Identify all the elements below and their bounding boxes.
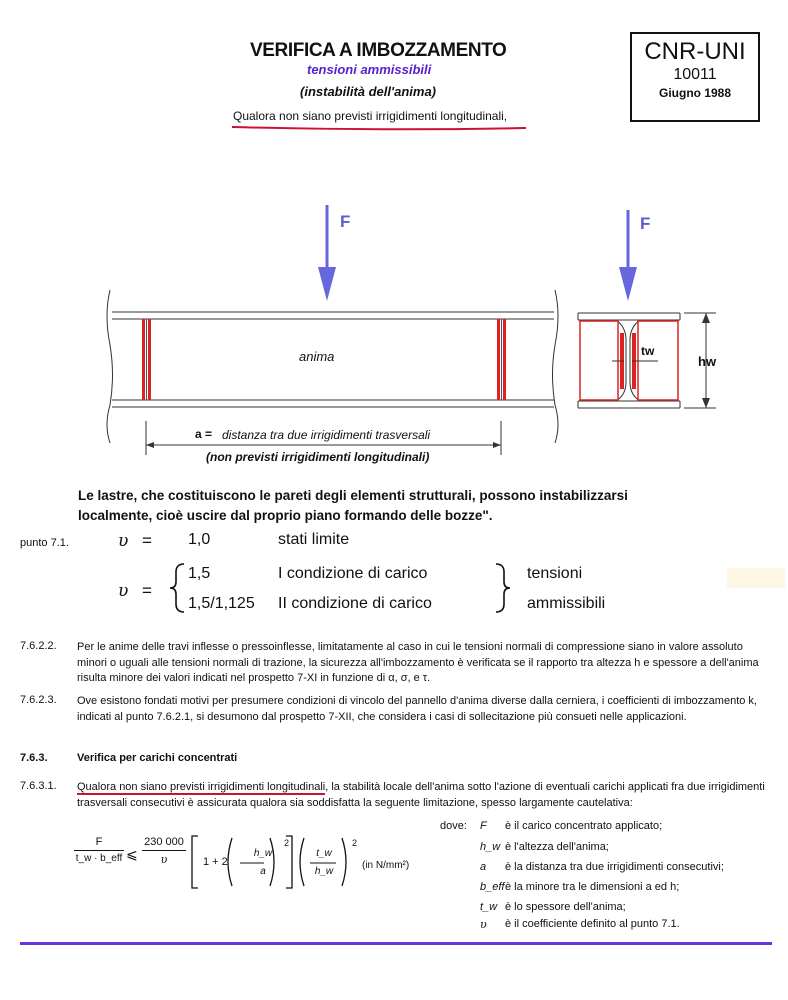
formula-lhs	[74, 836, 124, 864]
legend-sym-4: t_w	[480, 901, 498, 913]
condition-text: Qualora non siano previsti irrigidimenti longitudinali,	[233, 109, 508, 123]
right-brace-icon	[492, 562, 512, 614]
section-7631-paragraph	[77, 780, 767, 811]
formula-constant	[142, 836, 186, 866]
tw-numerator: t_w	[316, 848, 332, 859]
force-arrow-left-icon	[318, 205, 336, 301]
coeff-desc-2a: I condizione di carico	[278, 565, 428, 582]
section-763-number: 7.6.3.	[20, 752, 48, 764]
legend-dove: dove:	[440, 820, 467, 832]
stiffener-left	[142, 319, 151, 400]
stiffener-right	[497, 319, 506, 400]
one-plus-two: 1 + 2	[203, 856, 228, 868]
legend-desc-2: è la distanza tra due irrigidimenti consecutivi;	[505, 861, 724, 873]
a-label: a =	[195, 427, 213, 441]
k-denominator: υ	[160, 853, 168, 866]
section-7623-number: 7.6.2.3.	[20, 694, 57, 706]
decor-patch	[727, 568, 785, 588]
hw-numerator: h_w	[253, 848, 273, 859]
badge-line3: Giugno 1988	[658, 86, 732, 100]
legend-desc-3: è la minore tra le dimensioni a ed h;	[505, 881, 680, 893]
section-7631-underlined: Qualora non siano previsti irrigidimenti longitudinali	[77, 781, 326, 793]
force-label-left: F	[340, 212, 351, 231]
page-title: VERIFICA A IMBOZZAMENTO	[250, 40, 507, 61]
a-denominator: a	[260, 866, 266, 877]
intro-paragraph: Le lastre, che costituiscono le pareti degli elementi strutturali, possono instabilizzarsi localmente, cioè uscire dal proprio piano formando delle bozze".	[78, 488, 628, 523]
eq-2: =	[142, 581, 152, 600]
bottom-divider	[20, 942, 772, 945]
lhs-numerator: F	[74, 836, 124, 851]
section-7631-text: , la stabilità locale dell'anima sotto l'azione di eventuali carichi applicati fra due irrigidimenti trasversali consecutivi è assicurata qualora sia soddisfatta la seguente limitazione, spesso largamente cautelativa:	[77, 781, 765, 809]
legend-sym-2: a	[480, 861, 487, 873]
hw-denominator: h_w	[314, 866, 334, 877]
punto-ref: punto 7.1.	[20, 537, 69, 549]
badge-line1: CNR-UNI	[644, 38, 746, 65]
legend-sym-1: h_w	[480, 841, 501, 853]
legend-sym-5: υ	[480, 918, 487, 931]
nu-symbol-2: υ	[118, 581, 129, 601]
legend-sym-0: F	[480, 820, 487, 832]
legend-desc-0: è il carico concentrato applicato;	[505, 820, 663, 832]
k-numerator: 230 000	[142, 836, 186, 851]
left-brace-icon	[168, 562, 188, 614]
less-equal: ⩽	[126, 846, 138, 862]
subtitle: tensioni ammissibili	[307, 62, 432, 77]
coeff-desc-2b: II condizione di carico	[278, 595, 432, 612]
force-arrow-right-icon	[619, 210, 637, 301]
condition-underline	[230, 124, 530, 132]
standard-badge	[630, 32, 760, 122]
right-label-1: tensioni	[527, 565, 583, 582]
web-label: anima	[299, 349, 335, 364]
formula-units: (in N/mm²)	[362, 860, 410, 871]
subtitle-instability: (instabilità dell'anima)	[300, 84, 437, 99]
section-763-title: Verifica per carichi concentrati	[77, 752, 238, 764]
badge-line2: 10011	[673, 66, 717, 83]
exponent-2: 2	[352, 838, 358, 848]
eq-1: =	[142, 531, 152, 550]
legend-desc-5: è il coefficiente definito al punto 7.1.	[505, 918, 680, 930]
coeff-value-2b: 1,5/1,125	[188, 595, 255, 612]
coeff-value-1: 1,0	[188, 531, 211, 548]
section-7623-text: Ove esistono fondati motivi per presumere condizioni di vincolo del pannello d'anima diverse dalla cerniera, i coefficienti di imbozzamento k, indicati al punto 7.6.2.1, si desumono dal prospetto 7-XII, che considera i casi di sollecitazione più consueti nelle applicazioni.	[77, 695, 757, 723]
exponent-1: 2	[284, 838, 290, 848]
legend-sym-3: b_eff	[480, 881, 505, 893]
a-note: (non previsti irrigidimenti longitudinali)	[206, 450, 430, 464]
section-7622-number: 7.6.2.2.	[20, 640, 57, 652]
legend-desc-1: è l'altezza dell'anima;	[505, 841, 609, 853]
section-7622-text: Per le anime delle travi inflesse o pressoinflesse, limitatamente al caso in cui le tensioni normali di compressione siano in valore assoluto minori o uguali alle tensioni normali di trazione, la sicurezza all'imbozzamento è verificata se il rapporto tra altezza h e spessore a dell'anima risulta minore dei valori indicati nel prospetto 7-XI in funzione di α, σ, e τ.	[77, 641, 759, 684]
i-section	[578, 313, 716, 408]
coeff-value-2a: 1,5	[188, 565, 211, 582]
coeff-desc-1: stati limite	[278, 531, 350, 548]
lhs-denominator: t_w · b_eff	[75, 853, 123, 864]
force-label-right: F	[640, 214, 651, 233]
nu-symbol-1: υ	[118, 531, 129, 551]
legend-desc-4: è lo spessore dell'anima;	[505, 901, 626, 913]
hw-label: hw	[698, 354, 717, 369]
right-label-2: ammissibili	[527, 595, 606, 612]
tw-label: tw	[641, 344, 655, 358]
a-description: distanza tra due irrigidimenti trasversali	[222, 428, 431, 442]
section-7631-number: 7.6.3.1.	[20, 780, 57, 792]
